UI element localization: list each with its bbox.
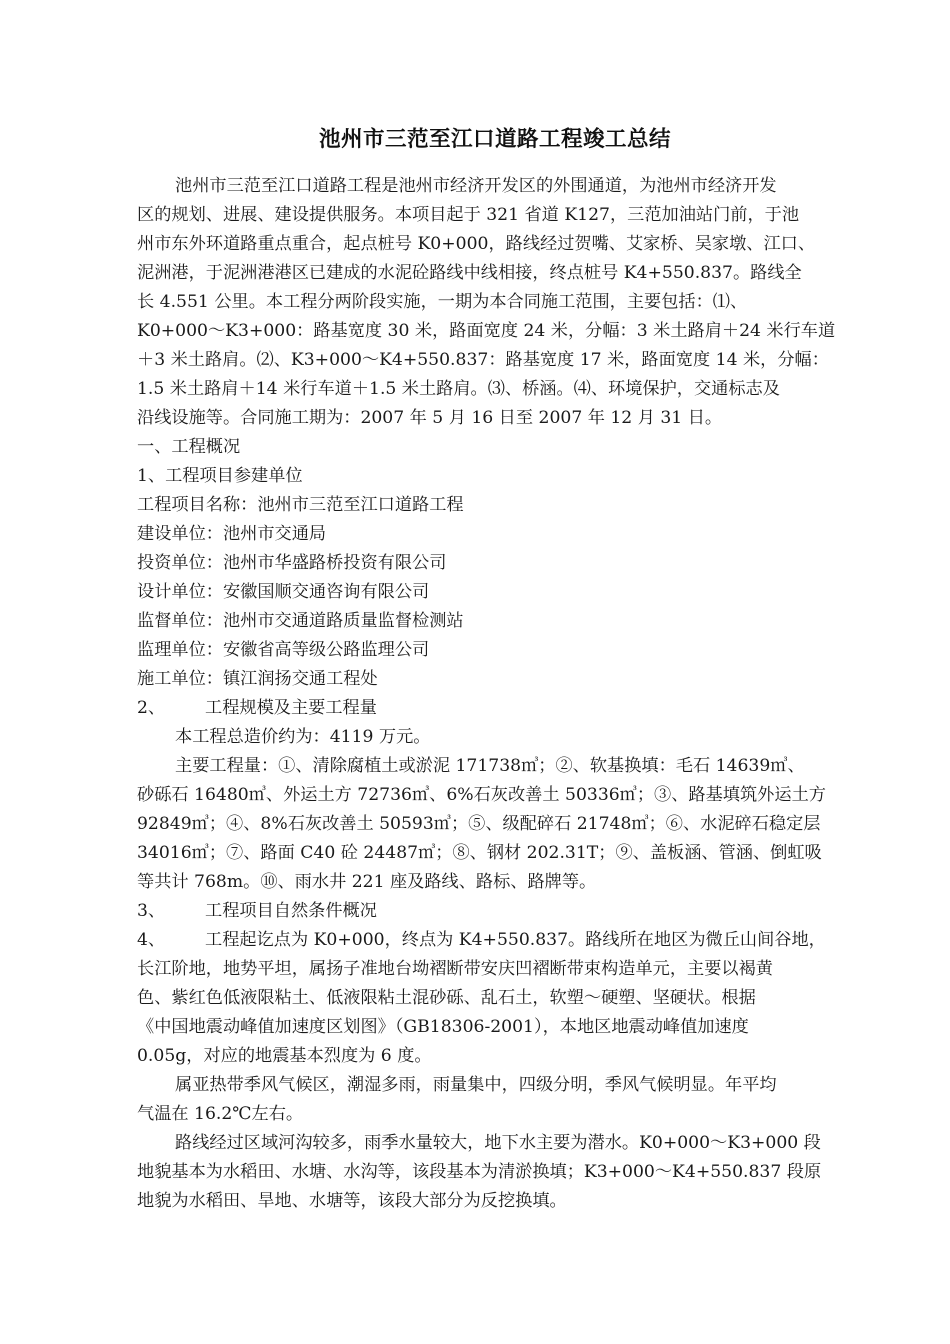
- unit-line: 工程项目名称：池州市三范至江口道路工程: [137, 495, 464, 515]
- quantity-line: 92849㎥；④、8%石灰改善土 50593㎥；⑤、级配碎石 21748㎥；⑥、水泥碎石稳定层: [137, 814, 821, 834]
- subsection-text: 工程起讫点为 K0+000，终点为 K4+550.837。路线所在地区为微丘山间谷地，: [205, 930, 826, 950]
- route-line: 地貌基本为水稻田、水塘、水沟等，该段基本为清淤换填；K3+000～K4+550.837 段原: [137, 1162, 822, 1182]
- quantity-line: 主要工程量：①、清除腐植土或淤泥 171738㎥；②、软基换填：毛石 14639㎥、: [175, 756, 805, 776]
- unit-line: 施工单位：镇江润扬交通工程处: [137, 669, 378, 689]
- subsection-heading: [137, 694, 377, 722]
- intro-line-5: 长 4.551 公里。本工程分两阶段实施，一期为本合同施工范围，主要包括：⑴、: [137, 292, 748, 312]
- subsection-text: 工程项目自然条件概况: [205, 901, 377, 921]
- subsection-number: 3、: [137, 901, 166, 921]
- unit-line: 设计单位：安徽国顺交通咨询有限公司: [137, 582, 430, 602]
- geology-line: 色、紫红色低液限粘土、低液限粘土混砂砾、乱石土，软塑～硬塑、坚硬状。根据: [137, 988, 756, 1008]
- document-title: 池州市三范至江口道路工程竣工总结: [318, 127, 671, 152]
- intro-line-9: 沿线设施等。合同施工期为：2007 年 5 月 16 日至 2007 年 12 月 31 日。: [137, 408, 723, 428]
- subsection-number: 4、: [137, 930, 166, 950]
- quantity-line: 砂砾石 16480㎥、外运土方 72736㎥、6%石灰改善土 50336㎥；③、路基填筑外运土方: [137, 785, 826, 805]
- unit-line: 监理单位：安徽省高等级公路监理公司: [137, 640, 430, 660]
- quantity-line: 等共计 768m。⑩、雨水井 221 座及路线、路标、路牌等。: [137, 872, 597, 892]
- quantity-line: 34016㎥；⑦、路面 C40 砼 24487㎥；⑧、钢材 202.31T；⑨、盖板涵、管涵、倒虹吸: [137, 843, 822, 863]
- geology-line: 0.05g，对应的地震基本烈度为 6 度。: [137, 1046, 432, 1066]
- climate-line: 气温在 16.2℃左右。: [137, 1104, 304, 1124]
- unit-line: 建设单位：池州市交通局: [137, 524, 327, 544]
- intro-line-3: 州市东外环道路重点重合，起点桩号 K0+000，路线经过贺嘴、艾家桥、吴家墩、江口、: [137, 234, 816, 254]
- intro-line-7: ＋3 米土路肩。⑵、K3+000～K4+550.837：路基宽度 17 米，路面宽度 14 米，分幅：: [137, 350, 829, 370]
- unit-line: 投资单位：池州市华盛路桥投资有限公司: [137, 553, 447, 573]
- subsection-number: 2、: [137, 698, 166, 718]
- geology-line: 《中国地震动峰值加速度区划图》（GB18306-2001），本地区地震动峰值加速度: [137, 1017, 749, 1037]
- intro-line-6: K0+000～K3+000：路基宽度 30 米，路面宽度 24 米，分幅：3 米土路肩＋24 米行车道: [137, 321, 836, 341]
- subsection-heading: 1、工程项目参建单位: [137, 466, 303, 486]
- subsection-heading: [137, 926, 826, 954]
- unit-line: 监督单位：池州市交通道路质量监督检测站: [137, 611, 464, 631]
- intro-line-2: 区的规划、进展、建设提供服务。本项目起于 321 省道 K127，三范加油站门前，于池: [137, 205, 800, 225]
- section-heading: 一、工程概况: [137, 437, 241, 457]
- climate-line: 属亚热带季风气候区，潮湿多雨，雨量集中，四级分明，季风气候明显。年平均: [175, 1075, 777, 1095]
- intro-line-1: 池州市三范至江口道路工程是池州市经济开发区的外围通道，为池州市经济开发: [175, 176, 777, 196]
- route-line: 路线经过区域河沟较多，雨季水量较大，地下水主要为潜水。K0+000～K3+000 段: [175, 1133, 821, 1153]
- route-line: 地貌为水稻田、旱地、水塘等，该段大部分为反挖换填。: [137, 1191, 567, 1211]
- intro-line-4: 泥洲港，于泥洲港港区已建成的水泥砼路线中线相接，终点桩号 K4+550.837。路线全: [137, 263, 802, 283]
- subsection-heading: [137, 897, 377, 925]
- intro-line-8: 1.5 米土路肩＋14 米行车道＋1.5 米土路肩。⑶、桥涵。⑷、环境保护，交通标志及: [137, 379, 780, 399]
- geology-line: 长江阶地，地势平坦，属扬子准地台坳褶断带安庆凹褶断带束构造单元，主要以褐黄: [137, 959, 773, 979]
- subsection-text: 工程规模及主要工程量: [205, 698, 377, 718]
- cost-line: 本工程总造价约为：4119 万元。: [175, 727, 431, 747]
